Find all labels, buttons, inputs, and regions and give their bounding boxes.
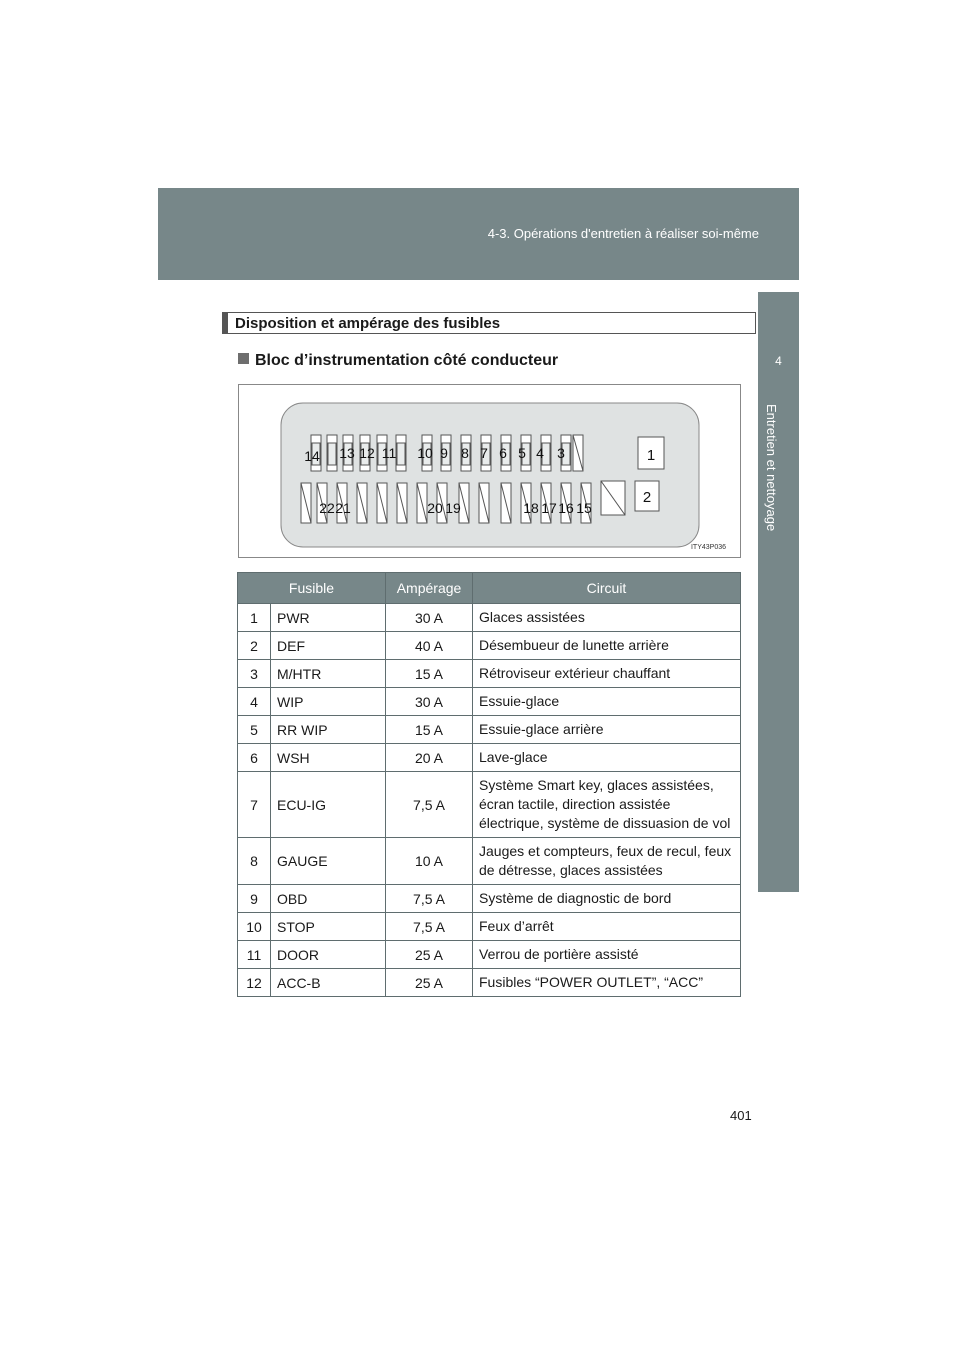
header-amperage: Ampérage <box>386 573 473 604</box>
section-title: Disposition et ampérage des fusibles <box>235 315 501 332</box>
figure-code: ITY43P036 <box>690 544 726 551</box>
fuse-name: GAUGE <box>271 838 386 885</box>
fuse-number: 7 <box>238 772 271 838</box>
fuse-label: 11 <box>381 445 397 461</box>
fuse-circuit: Lave-glace <box>473 744 741 772</box>
fuse-circuit: Essuie-glace arrière <box>473 716 741 744</box>
fuse-amperage: 15 A <box>386 716 473 744</box>
fuse-name: WSH <box>271 744 386 772</box>
table-row <box>238 632 741 660</box>
fuse-amperage: 30 A <box>386 688 473 716</box>
square-bullet-icon <box>238 353 249 364</box>
fuse-number: 5 <box>238 716 271 744</box>
fuse-label: 13 <box>339 445 355 461</box>
fuse-amperage: 15 A <box>386 660 473 688</box>
table-row <box>238 688 741 716</box>
header-fusible: Fusible <box>238 573 386 604</box>
fuse-name: RR WIP <box>271 716 386 744</box>
fuse-amperage: 20 A <box>386 744 473 772</box>
fuse-circuit: Feux d’arrêt <box>473 913 741 941</box>
fuse-number: 1 <box>238 604 271 632</box>
fuse-amperage: 7,5 A <box>386 913 473 941</box>
fuse-label: 8 <box>461 445 469 461</box>
fuse-diagram <box>238 384 741 558</box>
chapter-label: Entretien et nettoyage <box>764 404 779 532</box>
table-row <box>238 716 741 744</box>
fuse-table-body <box>238 604 741 997</box>
fuse-circuit: Système Smart key, glaces assistées, écran tactile, direction assistée électrique, système de dissuasion de vol <box>473 772 741 838</box>
fuse-name: WIP <box>271 688 386 716</box>
fuse-label: 18 <box>523 500 539 516</box>
fuse-name: ACC-B <box>271 969 386 997</box>
fuse-name: OBD <box>271 885 386 913</box>
fuse-label: 3 <box>557 445 565 461</box>
fuse-amperage: 25 A <box>386 969 473 997</box>
fuse-label: 19 <box>445 500 461 516</box>
fuse-label: 6 <box>499 445 507 461</box>
fuse-box-outline <box>281 403 699 547</box>
fuse-circuit: Verrou de portière assisté <box>473 941 741 969</box>
fuse-label: 17 <box>541 500 557 516</box>
fuse-label: 15 <box>576 500 592 516</box>
fuse-circuit: Jauges et compteurs, feux de recul, feux de détresse, glaces assistées <box>473 838 741 885</box>
fuse-name: STOP <box>271 913 386 941</box>
fuse-number: 10 <box>238 913 271 941</box>
page-number: 401 <box>730 1108 752 1123</box>
table-row <box>238 913 741 941</box>
fuse-name: DOOR <box>271 941 386 969</box>
fuse-label: 5 <box>518 445 526 461</box>
fuse-name: DEF <box>271 632 386 660</box>
fuse-name: ECU-IG <box>271 772 386 838</box>
section-title-box <box>222 312 756 334</box>
table-row <box>238 744 741 772</box>
table-row <box>238 838 741 885</box>
fuse-number: 12 <box>238 969 271 997</box>
fuse-label: 2 <box>642 489 652 506</box>
fuse-circuit: Désembueur de lunette arrière <box>473 632 741 660</box>
fuse-number: 8 <box>238 838 271 885</box>
fuse-circuit: Essuie-glace <box>473 688 741 716</box>
chapter-number: 4 <box>775 354 782 368</box>
fuse-slot-inner <box>397 443 405 465</box>
fuse-label: 22 <box>319 500 335 516</box>
fuse-table <box>237 572 741 997</box>
chapter-side-tab <box>758 292 799 892</box>
fuse-label: 4 <box>536 445 544 461</box>
fuse-label: 21 <box>335 500 351 516</box>
fuse-number: 3 <box>238 660 271 688</box>
fuse-label: 10 <box>417 445 433 461</box>
fuse-name: PWR <box>271 604 386 632</box>
fuse-circuit: Fusibles “POWER OUTLET”, “ACC” <box>473 969 741 997</box>
subheading <box>238 352 558 370</box>
table-row <box>238 772 741 838</box>
fuse-number: 9 <box>238 885 271 913</box>
table-row <box>238 885 741 913</box>
table-header-row <box>238 573 741 604</box>
fuse-circuit: Glaces assistées <box>473 604 741 632</box>
table-row <box>238 969 741 997</box>
chapter-header <box>158 188 799 280</box>
fuse-amperage: 30 A <box>386 604 473 632</box>
fuse-box-illustration <box>239 385 742 559</box>
fuse-amperage: 40 A <box>386 632 473 660</box>
fuse-label: 16 <box>558 500 574 516</box>
header-circuit: Circuit <box>473 573 741 604</box>
fuse-amperage: 10 A <box>386 838 473 885</box>
chapter-title: 4-3. Opérations d'entretien à réaliser soi-même <box>487 226 759 241</box>
fuse-number: 4 <box>238 688 271 716</box>
fuse-circuit: Rétroviseur extérieur chauffant <box>473 660 741 688</box>
fuse-label: 9 <box>440 445 448 461</box>
table-row <box>238 941 741 969</box>
section-title-bar <box>223 313 228 333</box>
fuse-label: 7 <box>480 445 488 461</box>
fuse-number: 2 <box>238 632 271 660</box>
fuse-amperage: 7,5 A <box>386 885 473 913</box>
fuse-label: 20 <box>427 500 443 516</box>
fuse-label: 1 <box>646 447 656 464</box>
table-row <box>238 660 741 688</box>
fuse-name: M/HTR <box>271 660 386 688</box>
fuse-amperage: 25 A <box>386 941 473 969</box>
subheading-text: Bloc d’instrumentation côté conducteur <box>255 352 559 369</box>
fuse-number: 11 <box>238 941 271 969</box>
fuse-label: 12 <box>359 445 375 461</box>
table-row <box>238 604 741 632</box>
fuse-circuit: Système de diagnostic de bord <box>473 885 741 913</box>
fuse-amperage: 7,5 A <box>386 772 473 838</box>
fuse-number: 6 <box>238 744 271 772</box>
fuse-label: 14 <box>304 448 320 464</box>
fuse-slot-inner <box>328 443 336 465</box>
